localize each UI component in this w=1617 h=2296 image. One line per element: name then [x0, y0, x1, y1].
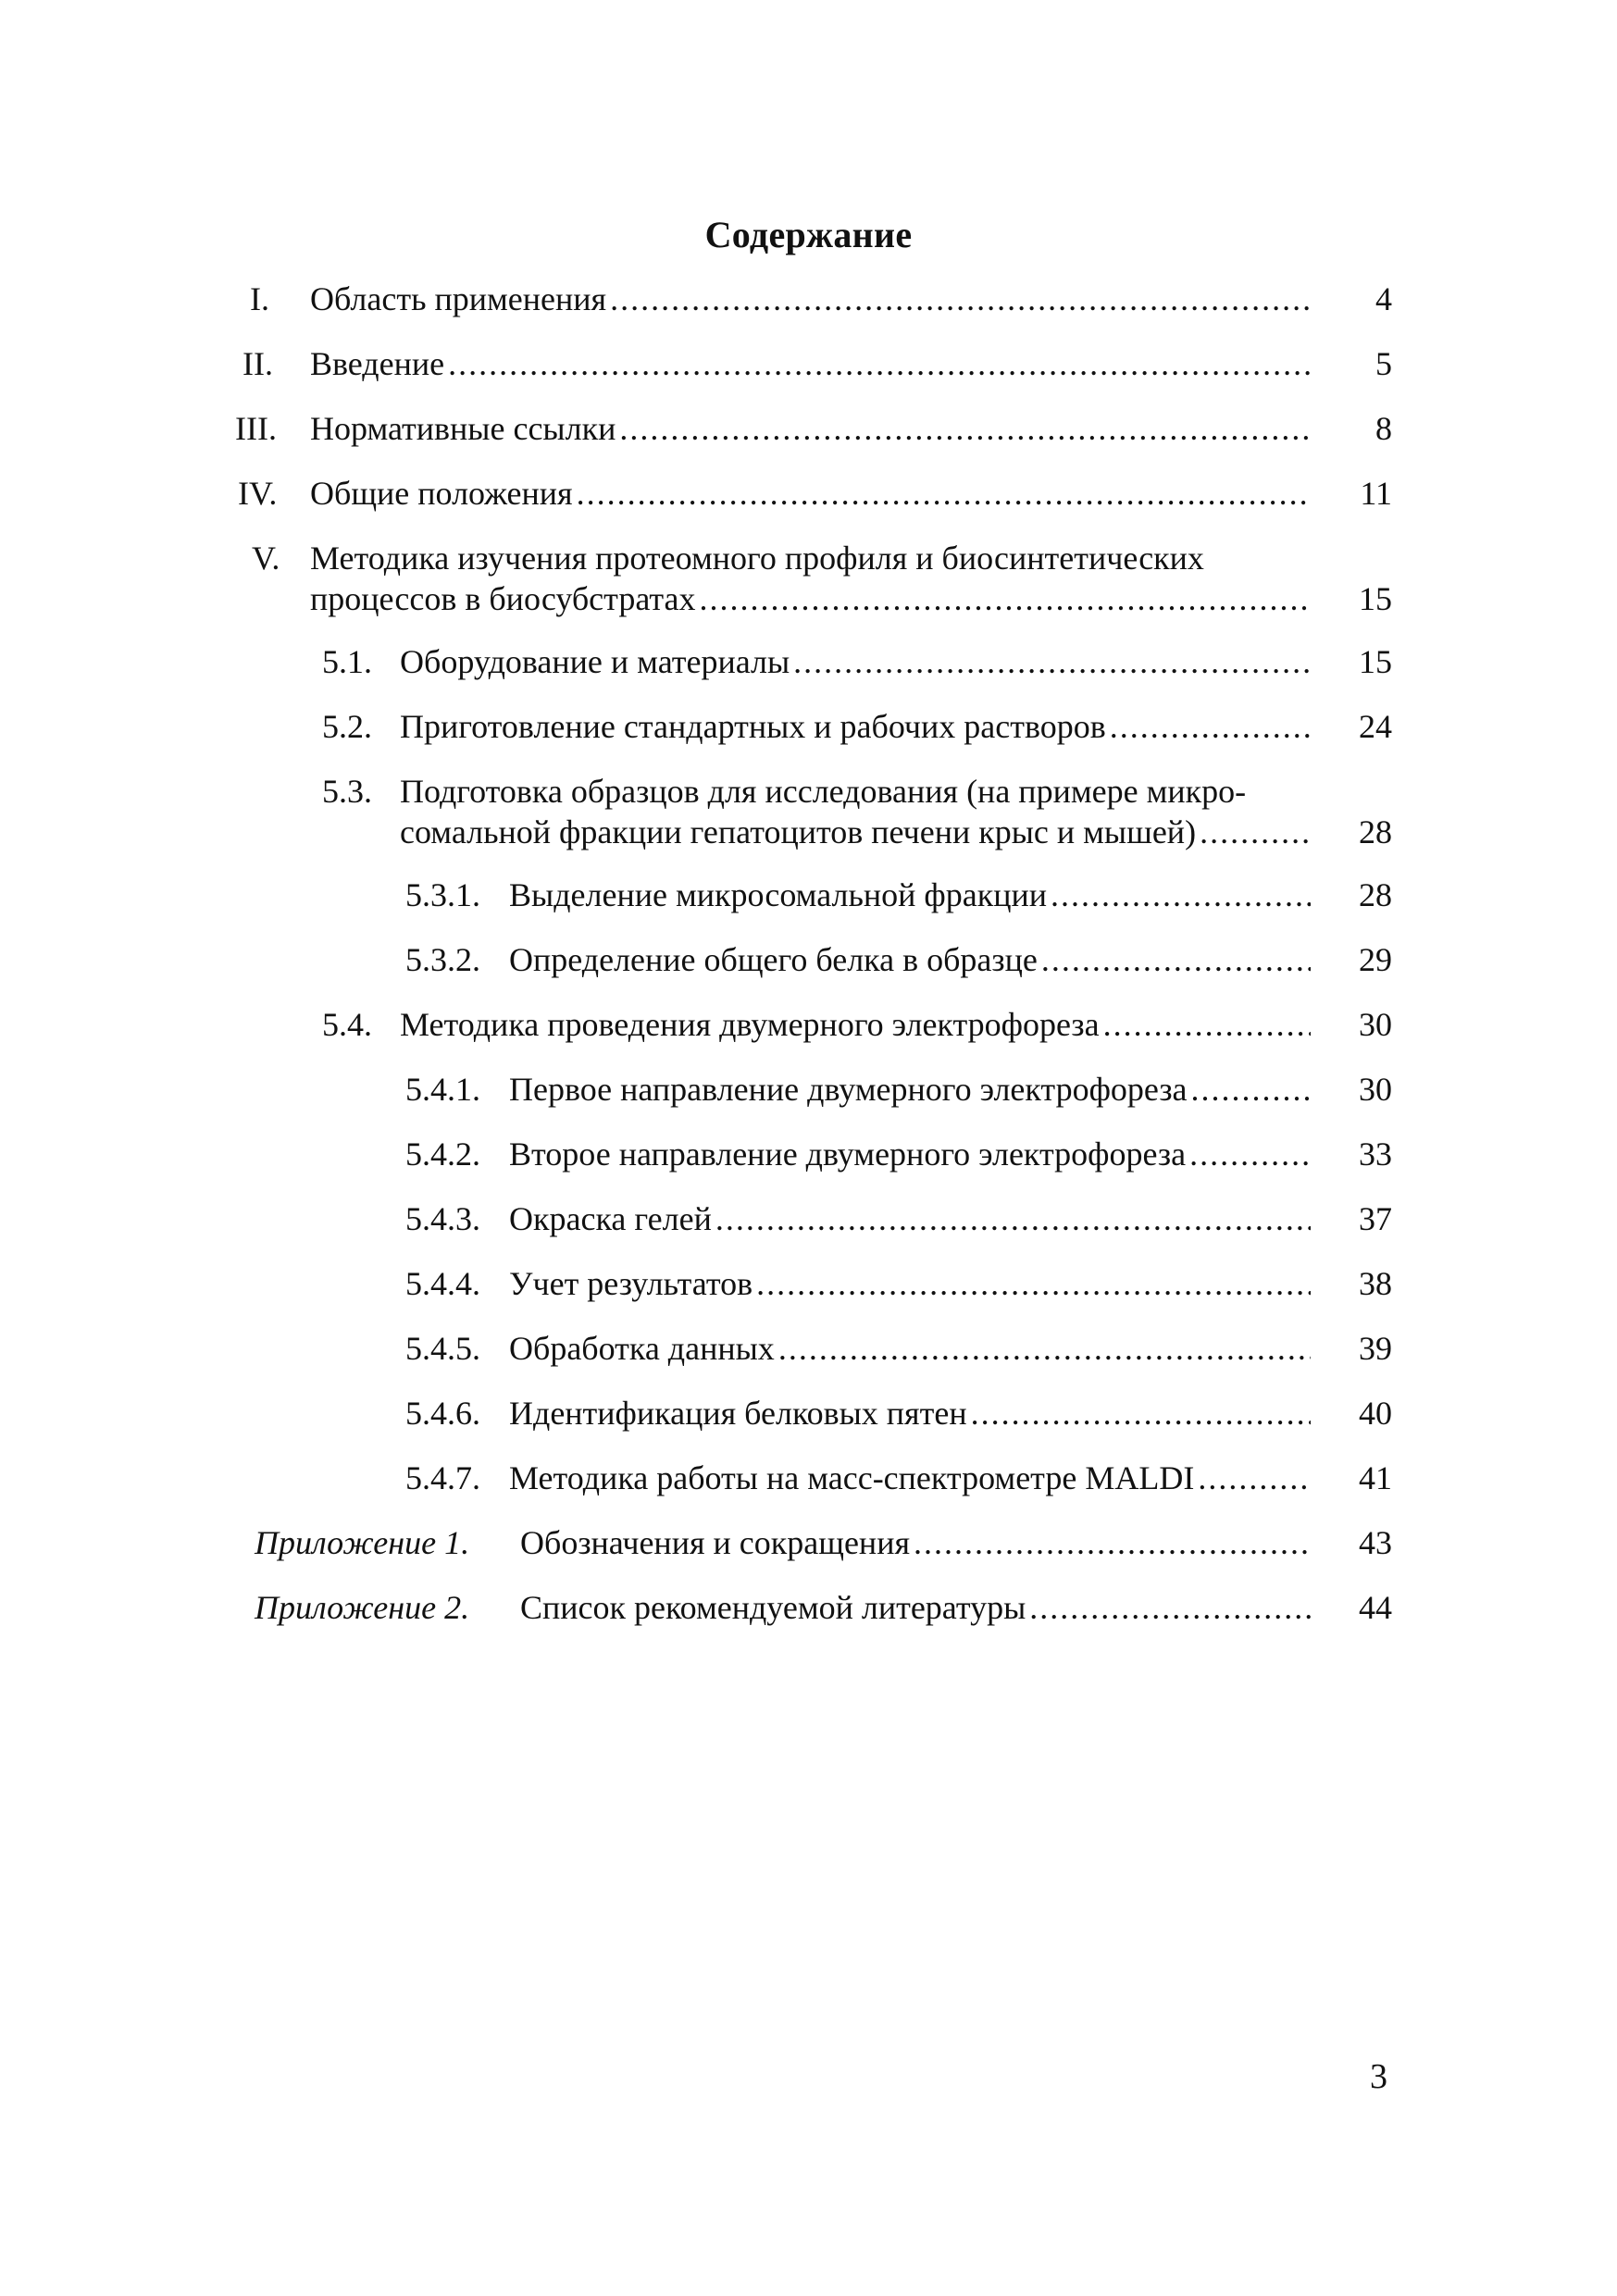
toc-entry-number: I. — [250, 280, 269, 317]
toc-entry-page: 44 — [1359, 1589, 1392, 1626]
toc-leader-dots — [1189, 1133, 1311, 1175]
toc-entry-page: 15 — [1359, 580, 1392, 617]
toc-entry-text: Общие положения — [310, 475, 573, 512]
toc-entry-page: 43 — [1359, 1524, 1392, 1561]
toc-entry — [0, 1198, 1617, 1240]
toc-entry-text: Список рекомендуемой литературы — [520, 1589, 1026, 1626]
toc-entry-text-line1: Подготовка образцов для исследования (на примере микро- — [400, 773, 1247, 810]
toc-leader-dots — [577, 472, 1311, 515]
toc-entry-number: 5.4.5. — [405, 1330, 480, 1367]
toc-entry-page: 33 — [1359, 1136, 1392, 1173]
toc-entry-page: 11 — [1360, 475, 1392, 512]
toc-entry-page: 29 — [1359, 941, 1392, 978]
toc-entry — [0, 1327, 1617, 1370]
toc-entry-text: Оборудование и материалы — [400, 643, 790, 680]
toc-entry-text: Методика проведения двумерного электрофореза — [400, 1006, 1100, 1043]
toc-entry-text: Определение общего белка в образце — [509, 941, 1038, 978]
toc-appendix-label: Приложение 2. — [255, 1589, 470, 1626]
toc-entry-page: 40 — [1359, 1395, 1392, 1432]
toc-entry — [0, 938, 1617, 981]
toc-entry-text: Обработка данных — [509, 1330, 775, 1367]
toc-entry-text: Область применения — [310, 280, 607, 317]
toc-entry — [0, 1586, 1617, 1629]
toc-entry-page: 24 — [1359, 708, 1392, 745]
toc-entry-number: 5.1. — [322, 643, 372, 680]
toc-entry-page: 41 — [1359, 1459, 1392, 1496]
toc-entry-text: Нормативные ссылки — [310, 410, 616, 447]
toc-entry-text: Первое направление двумерного электрофореза — [509, 1071, 1188, 1108]
toc-entry — [0, 1457, 1617, 1499]
toc-entry — [0, 537, 1617, 622]
toc-entry — [0, 1392, 1617, 1434]
toc-entry-text: Окраска гелей — [509, 1200, 712, 1237]
toc-entry — [0, 770, 1617, 855]
toc-entry — [0, 1133, 1617, 1175]
toc-entry-text: Учет результатов — [509, 1265, 753, 1302]
toc-leader-dots — [1110, 705, 1311, 748]
toc-entry-text: Приготовление стандартных и рабочих растворов — [400, 708, 1106, 745]
toc-leader-dots — [778, 1327, 1311, 1370]
toc-entry — [0, 472, 1617, 515]
toc-entry-number: V. — [252, 540, 280, 577]
toc-leader-dots — [1051, 874, 1311, 916]
toc-entry-page: 5 — [1375, 345, 1392, 382]
toc-entry-text: Методика работы на масс-спектрометре MALDI — [509, 1459, 1195, 1496]
toc-leader-dots — [1103, 1003, 1311, 1046]
toc-entry-page: 15 — [1359, 643, 1392, 680]
toc-entry — [0, 1262, 1617, 1305]
toc-entry — [0, 874, 1617, 916]
toc-leader-dots — [793, 640, 1311, 683]
toc-entry-number: 5.4.3. — [405, 1200, 480, 1237]
toc-leader-dots — [610, 278, 1311, 320]
toc-entry-text: процессов в биосубстратах — [310, 580, 696, 617]
toc-entry-page: 37 — [1359, 1200, 1392, 1237]
toc-entry-number: 5.4.2. — [405, 1136, 480, 1173]
toc-entry-number: 5.2. — [322, 708, 372, 745]
toc-leader-dots — [1191, 1068, 1311, 1111]
toc-entry-page: 30 — [1359, 1071, 1392, 1108]
toc-entry — [0, 1521, 1617, 1564]
toc-entry-text: Идентификация белковых пятен — [509, 1395, 967, 1432]
toc-entry-number: 5.4.6. — [405, 1395, 480, 1432]
toc-entry-number: 5.4. — [322, 1006, 372, 1043]
toc-entry-page: 30 — [1359, 1006, 1392, 1043]
toc-leader-dots — [1198, 1457, 1311, 1499]
toc-leader-dots — [914, 1521, 1311, 1564]
toc-entry-number: III. — [235, 410, 277, 447]
toc-entry-number: 5.3. — [322, 773, 372, 810]
toc-entry-page: 39 — [1359, 1330, 1392, 1367]
toc-entry-text: Введение — [310, 345, 445, 382]
toc-entry-text: Обозначения и сокращения — [520, 1524, 911, 1561]
toc-entry-number: 5.4.1. — [405, 1071, 480, 1108]
toc-leader-dots — [700, 577, 1311, 620]
toc-leader-dots — [971, 1392, 1311, 1434]
toc-leader-dots — [1041, 938, 1311, 981]
toc-entry — [0, 640, 1617, 683]
toc-entry — [0, 407, 1617, 450]
toc-entry-number: 5.3.2. — [405, 941, 480, 978]
page-number: 3 — [1370, 2057, 1387, 2096]
toc-entry-number: IV. — [238, 475, 278, 512]
toc-leader-dots — [756, 1262, 1311, 1305]
toc-entry-page: 28 — [1359, 813, 1392, 850]
toc-entry — [0, 1068, 1617, 1111]
toc-leader-dots — [448, 342, 1311, 385]
toc-entry — [0, 342, 1617, 385]
toc-entry — [0, 1003, 1617, 1046]
toc-entry-page: 4 — [1375, 280, 1392, 317]
toc-appendix-label: Приложение 1. — [255, 1524, 470, 1561]
toc-entry-page: 8 — [1375, 410, 1392, 447]
toc-leader-dots — [715, 1198, 1311, 1240]
toc-entry-text: Второе направление двумерного электрофореза — [509, 1136, 1187, 1173]
toc-title: Содержание — [704, 214, 913, 255]
toc-leader-dots — [1200, 811, 1311, 853]
toc-entry-number: 5.4.4. — [405, 1265, 480, 1302]
toc-leader-dots — [619, 407, 1311, 450]
toc-entry-text: Выделение микросомальной фракции — [509, 876, 1048, 913]
toc-entry-page: 28 — [1359, 876, 1392, 913]
toc-entry-text: сомальной фракции гепатоцитов печени крыс и мышей) — [400, 813, 1197, 850]
toc-leader-dots — [1029, 1586, 1311, 1629]
toc-entry — [0, 705, 1617, 748]
toc-entry-number: 5.3.1. — [405, 876, 480, 913]
toc-entry-number: II. — [243, 345, 273, 382]
toc-entry-text-line1: Методика изучения протеомного профиля и биосинтетических — [310, 540, 1204, 577]
toc-entry — [0, 278, 1617, 320]
toc-entry-number: 5.4.7. — [405, 1459, 480, 1496]
toc-entry-page: 38 — [1359, 1265, 1392, 1302]
